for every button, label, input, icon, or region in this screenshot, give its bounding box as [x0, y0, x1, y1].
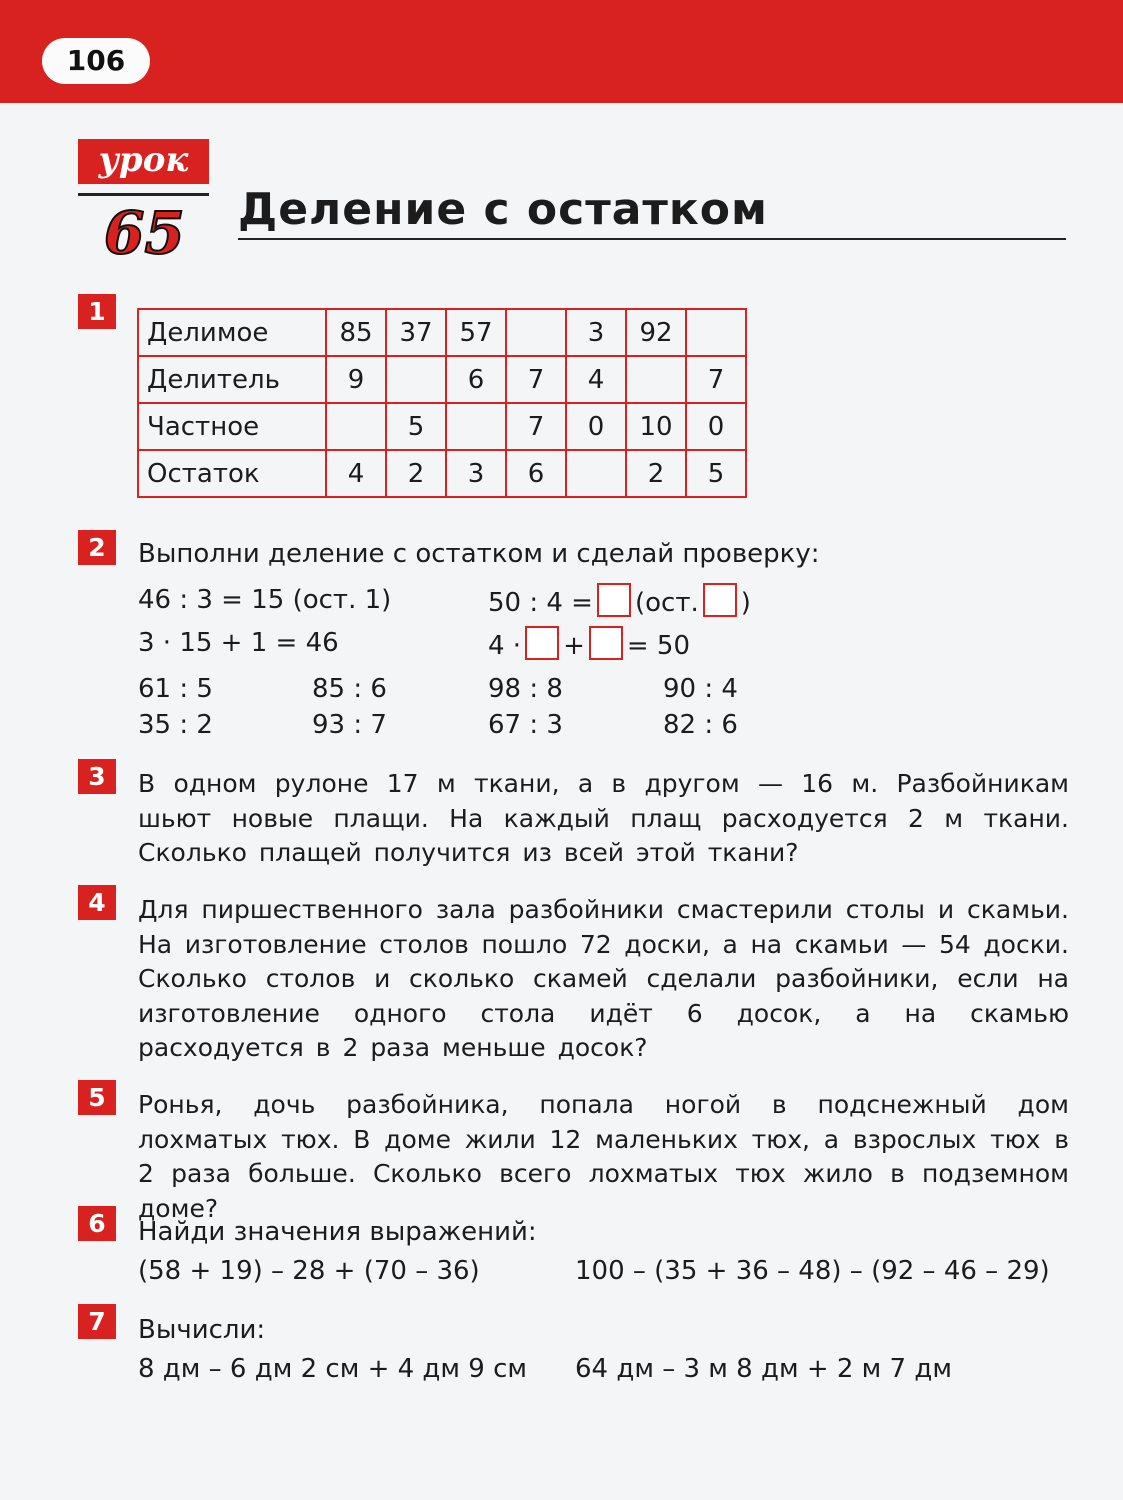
table-cell: 3 [566, 309, 626, 356]
table-cell-blank[interactable] [506, 309, 566, 356]
task-number-2: 2 [78, 530, 116, 565]
task7-expression-1: 8 дм – 6 дм 2 см + 4 дм 9 см [138, 1354, 527, 1384]
page-title: Деление с остатком [238, 184, 768, 235]
table-row [138, 450, 746, 497]
task-number-1: 1 [78, 294, 116, 329]
row-label: Делимое [138, 309, 326, 356]
answer-box-quotient[interactable] [597, 583, 631, 617]
task-number-7: 7 [78, 1304, 116, 1339]
table-cell: 4 [566, 356, 626, 403]
task-number-5: 5 [78, 1080, 116, 1115]
exercise: 85 : 6 [312, 674, 387, 704]
task4-text: Для пиршественного зала разбойники смастерили столы и скамьи. На изготовление столов пошло 72 доски, а на скамьи — 54 доски. Сколько столов и сколько скамей сделали разбойники, если на изготовление одного стола идёт 6 досок, а на скамью расходуется в 2 раза меньше досок? [138, 895, 1069, 1062]
exercise: 93 : 7 [312, 710, 387, 740]
fill-division-text-c: ) [740, 588, 751, 618]
table-row [138, 356, 746, 403]
table-cell-blank[interactable] [446, 403, 506, 450]
table-cell: 0 [686, 403, 746, 450]
task6-prompt: Найди значения выражений: [138, 1217, 537, 1247]
table-cell: 4 [326, 450, 386, 497]
fill-division-text-b: (ост. [634, 588, 699, 618]
table-cell: 57 [446, 309, 506, 356]
task2-example-division: 46 : 3 = 15 (ост. 1) [138, 585, 392, 615]
table-cell: 7 [686, 356, 746, 403]
task3-text: В одном рулоне 17 м ткани, а в другом — 16 м. Разбойникам шьют новые плащи. На каждый плащ расходуется 2 м ткани. Сколько плащей получится из всей этой ткани? [138, 769, 1069, 867]
task2-example-check: 3 · 15 + 1 = 46 [138, 628, 339, 658]
division-table [137, 308, 747, 498]
exercise: 67 : 3 [488, 710, 563, 740]
table-cell: 85 [326, 309, 386, 356]
table-cell: 5 [386, 403, 446, 450]
table-cell: 5 [686, 450, 746, 497]
exercise: 98 : 8 [488, 674, 563, 704]
exercise: 35 : 2 [138, 710, 213, 740]
answer-box-check-remainder[interactable] [589, 626, 623, 660]
task5-text: Ронья, дочь разбойника, попала ногой в подснежный дом лохматых тюх. В доме жили 12 маленьких тюх, а взрослых тюх в 2 раза больше. Сколько всего лохматых тюх жило в подземном доме? [138, 1090, 1069, 1223]
task2-prompt: Выполни деление с остатком и сделай проверку: [138, 539, 820, 569]
task2-fill-division [488, 583, 751, 621]
row-label: Остаток [138, 450, 326, 497]
table-row [138, 403, 746, 450]
task-number-4: 4 [78, 885, 116, 920]
top-banner [0, 0, 1123, 103]
lesson-label: урок [78, 139, 209, 184]
table-cell: 6 [446, 356, 506, 403]
table-row [138, 309, 746, 356]
table-cell: 7 [506, 356, 566, 403]
table-cell: 92 [626, 309, 686, 356]
task-number-6: 6 [78, 1206, 116, 1241]
task6-expression-2: 100 – (35 + 36 – 48) – (92 – 46 – 29) [575, 1256, 1050, 1286]
table-cell: 37 [386, 309, 446, 356]
answer-box-check-quotient[interactable] [525, 626, 559, 660]
task6-expression-1: (58 + 19) – 28 + (70 – 36) [138, 1256, 480, 1286]
table-cell-blank[interactable] [326, 403, 386, 450]
task2-fill-check [488, 626, 690, 664]
table-cell: 10 [626, 403, 686, 450]
table-cell-blank[interactable] [386, 356, 446, 403]
fill-check-text-a: 4 · [488, 631, 522, 661]
table-cell: 9 [326, 356, 386, 403]
answer-box-remainder[interactable] [703, 583, 737, 617]
table-cell: 3 [446, 450, 506, 497]
fill-check-text-c: = 50 [626, 631, 691, 661]
task-number-3: 3 [78, 759, 116, 794]
page-number: 106 [42, 38, 150, 84]
fill-check-text-b: + [563, 631, 585, 661]
table-cell-blank[interactable] [566, 450, 626, 497]
task7-expression-2: 64 дм – 3 м 8 дм + 2 м 7 дм [575, 1354, 952, 1384]
table-cell-blank[interactable] [626, 356, 686, 403]
title-underline [238, 238, 1066, 240]
exercise: 90 : 4 [663, 674, 738, 704]
table-cell: 0 [566, 403, 626, 450]
fill-division-text-a: 50 : 4 = [488, 588, 593, 618]
row-label: Частное [138, 403, 326, 450]
task7-prompt: Вычисли: [138, 1315, 266, 1345]
table-cell-blank[interactable] [686, 309, 746, 356]
exercise: 82 : 6 [663, 710, 738, 740]
table-cell: 2 [626, 450, 686, 497]
table-cell: 6 [506, 450, 566, 497]
exercise: 61 : 5 [138, 674, 213, 704]
lesson-number: 65 [104, 199, 185, 267]
table-cell: 2 [386, 450, 446, 497]
table-cell: 7 [506, 403, 566, 450]
row-label: Делитель [138, 356, 326, 403]
